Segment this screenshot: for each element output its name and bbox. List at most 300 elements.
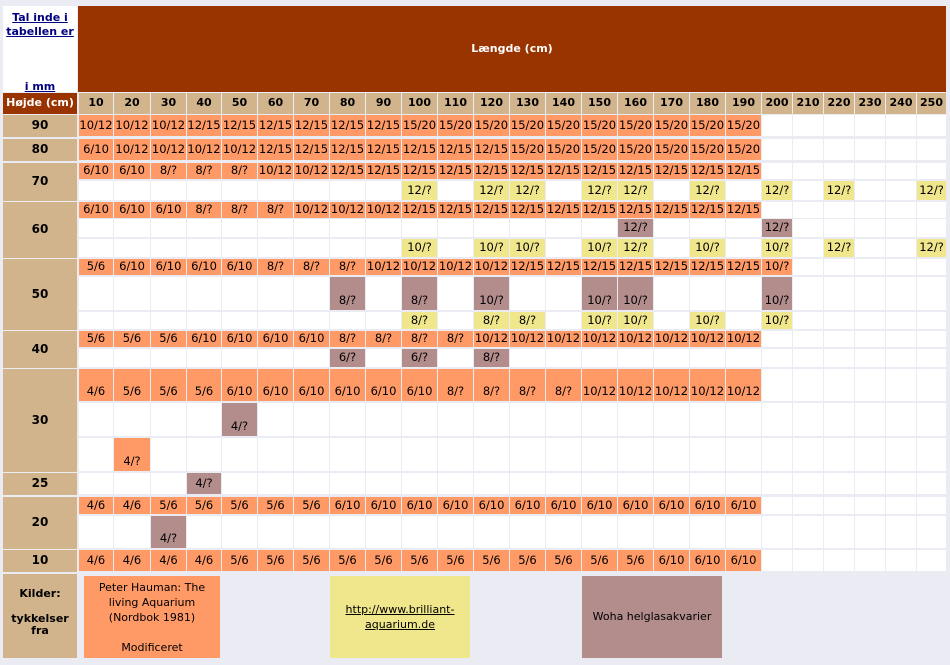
length-header-220: 220	[824, 93, 854, 114]
empty-cell	[762, 331, 792, 347]
length-header-60: 60	[258, 93, 293, 114]
thickness-cell: 10/12	[151, 115, 186, 136]
empty-cell	[294, 181, 329, 200]
empty-cell	[762, 139, 792, 160]
thickness-cell: 10/12	[690, 369, 725, 401]
empty-cell	[618, 438, 653, 471]
empty-cell	[114, 349, 150, 367]
empty-cell	[474, 438, 509, 471]
empty-cell	[151, 277, 186, 310]
thickness-cell: 12/15	[546, 259, 581, 274]
thickness-cell: 12/?	[510, 181, 545, 200]
thickness-cell: 10/12	[294, 163, 329, 178]
thickness-cell: 12/?	[917, 181, 946, 200]
empty-cell	[151, 181, 186, 200]
empty-cell	[917, 438, 946, 471]
thickness-cell: 5/6	[330, 550, 365, 571]
thickness-cell: 6/10	[294, 331, 329, 347]
length-header-20: 20	[114, 93, 150, 114]
empty-cell	[917, 550, 946, 571]
empty-cell	[438, 438, 473, 471]
thickness-cell: 8/?	[402, 277, 437, 310]
empty-cell	[258, 219, 293, 237]
empty-cell	[258, 473, 293, 494]
corner-unit-link[interactable]: i mm	[24, 80, 56, 92]
thickness-cell: 4/?	[222, 403, 257, 436]
thickness-cell: 4/?	[151, 516, 186, 548]
empty-cell	[855, 202, 885, 218]
thickness-cell: 15/20	[510, 115, 545, 136]
empty-cell	[855, 331, 885, 347]
thickness-cell: 6/10	[187, 331, 221, 347]
length-header-130: 130	[510, 93, 545, 114]
height-label-50: 50	[3, 259, 77, 330]
thickness-cell: 15/20	[474, 115, 509, 136]
empty-cell	[546, 181, 581, 200]
thickness-cell: 10/12	[474, 259, 509, 274]
thickness-cell: 8/?	[330, 277, 365, 310]
empty-cell	[726, 516, 761, 548]
corner-link-cell	[3, 6, 77, 92]
thickness-cell: 12/15	[726, 259, 761, 274]
empty-cell	[402, 219, 437, 237]
empty-cell	[438, 312, 473, 329]
thickness-cell: 6/10	[726, 550, 761, 571]
thickness-cell: 6/10	[114, 259, 150, 275]
thickness-cell: 12/15	[294, 115, 329, 136]
empty-cell	[438, 403, 473, 436]
empty-cell	[222, 473, 257, 494]
thickness-cell: 10/?	[762, 259, 792, 275]
empty-cell	[222, 277, 257, 310]
empty-cell	[690, 403, 725, 436]
source-brilliant-link[interactable]: http://www.brilliant-aquarium.de	[345, 603, 455, 631]
empty-cell	[917, 163, 946, 179]
empty-cell	[294, 312, 329, 329]
height-label-70: 70	[3, 163, 77, 201]
empty-cell	[618, 403, 653, 436]
empty-cell	[366, 349, 401, 367]
empty-cell	[258, 277, 293, 310]
thickness-cell: 15/20	[654, 115, 689, 136]
empty-cell	[855, 239, 885, 257]
empty-cell	[366, 473, 401, 494]
empty-cell	[79, 312, 113, 329]
thickness-cell: 12/15	[366, 139, 401, 160]
thickness-cell: 6/10	[151, 202, 186, 218]
empty-cell	[917, 115, 946, 136]
empty-cell	[330, 473, 365, 494]
thickness-cell: 6/10	[366, 497, 401, 514]
thickness-cell: 12/15	[546, 163, 581, 178]
thickness-cell: 6/10	[222, 369, 257, 401]
empty-cell	[546, 516, 581, 548]
thickness-cell: 12/?	[824, 239, 854, 257]
empty-cell	[824, 497, 854, 514]
thickness-cell: 6/10	[114, 163, 150, 179]
thickness-cell: 12/15	[366, 115, 401, 136]
thickness-cell: 5/6	[294, 497, 329, 514]
empty-cell	[855, 115, 885, 136]
empty-cell	[793, 497, 823, 514]
thickness-cell: 12/?	[618, 219, 653, 237]
empty-cell	[855, 403, 885, 436]
thickness-cell: 12/15	[187, 115, 221, 136]
thickness-cell: 12/?	[618, 181, 653, 200]
empty-cell	[886, 239, 916, 257]
length-header-160: 160	[618, 93, 653, 114]
empty-cell	[886, 550, 916, 571]
empty-cell	[793, 516, 823, 548]
length-header-70: 70	[294, 93, 329, 114]
thickness-cell: 5/6	[618, 550, 653, 571]
thickness-cell: 6/10	[222, 331, 257, 347]
thickness-cell: 8/?	[402, 312, 437, 329]
thickness-cell: 5/6	[366, 550, 401, 571]
empty-cell	[824, 312, 854, 329]
empty-cell	[654, 312, 689, 329]
thickness-cell: 12/15	[438, 139, 473, 160]
empty-cell	[824, 403, 854, 436]
empty-cell	[546, 403, 581, 436]
thickness-cell: 5/6	[151, 369, 186, 401]
empty-cell	[726, 473, 761, 494]
thickness-cell: 15/20	[546, 115, 581, 136]
empty-cell	[917, 403, 946, 436]
thickness-cell: 12/15	[726, 163, 761, 178]
empty-cell	[187, 239, 221, 257]
empty-cell	[258, 516, 293, 548]
height-header-label: Højde (cm)	[6, 96, 74, 110]
thickness-cell: 12/15	[618, 202, 653, 217]
empty-cell	[546, 349, 581, 367]
length-header-30: 30	[151, 93, 186, 114]
thickness-cell: 10/12	[654, 331, 689, 346]
empty-cell	[79, 277, 113, 310]
thickness-cell: 10/12	[330, 202, 365, 217]
empty-cell	[824, 516, 854, 548]
empty-cell	[793, 181, 823, 200]
height-header	[3, 93, 77, 114]
thickness-cell: 6/10	[151, 259, 186, 275]
empty-cell	[151, 312, 186, 329]
empty-cell	[438, 181, 473, 200]
thickness-cell: 8/?	[258, 259, 293, 275]
thickness-cell: 5/6	[582, 550, 617, 571]
empty-cell	[886, 139, 916, 160]
empty-cell	[726, 349, 761, 367]
thickness-cell: 6/10	[690, 550, 725, 571]
thickness-cell: 15/20	[726, 115, 761, 136]
empty-cell	[654, 516, 689, 548]
empty-cell	[294, 473, 329, 494]
empty-cell	[824, 369, 854, 401]
thickness-cell: 15/20	[618, 115, 653, 136]
thickness-cell: 8/?	[366, 331, 401, 347]
empty-cell	[824, 438, 854, 471]
empty-cell	[886, 312, 916, 329]
empty-cell	[762, 115, 792, 136]
empty-cell	[330, 312, 365, 329]
thickness-cell: 10/12	[690, 331, 725, 346]
thickness-cell: 8/?	[330, 331, 365, 347]
sources-label-cell	[3, 574, 77, 658]
empty-cell	[510, 438, 545, 471]
empty-cell	[793, 369, 823, 401]
thickness-cell: 6/10	[258, 369, 293, 401]
empty-cell	[366, 312, 401, 329]
empty-cell	[79, 181, 113, 200]
empty-cell	[438, 277, 473, 310]
thickness-cell: 6/10	[79, 202, 113, 218]
empty-cell	[793, 202, 823, 218]
empty-cell	[824, 219, 854, 237]
empty-cell	[917, 259, 946, 275]
empty-cell	[824, 277, 854, 310]
thickness-cell: 10/?	[510, 239, 545, 257]
thickness-cell: 12/15	[438, 163, 473, 178]
empty-cell	[618, 349, 653, 367]
empty-cell	[187, 181, 221, 200]
empty-cell	[855, 550, 885, 571]
empty-cell	[474, 403, 509, 436]
empty-cell	[726, 277, 761, 310]
thickness-cell: 5/6	[114, 331, 150, 347]
empty-cell	[294, 239, 329, 257]
empty-cell	[654, 239, 689, 257]
empty-cell	[474, 516, 509, 548]
empty-cell	[438, 473, 473, 494]
empty-cell	[855, 516, 885, 548]
thickness-cell: 15/20	[438, 115, 473, 136]
empty-cell	[438, 239, 473, 257]
thickness-cell: 5/6	[474, 550, 509, 571]
empty-cell	[151, 438, 186, 471]
length-header-230: 230	[855, 93, 885, 114]
height-label-80: 80	[3, 139, 77, 161]
thickness-cell: 12/?	[917, 239, 946, 257]
length-header-140: 140	[546, 93, 581, 114]
empty-cell	[187, 277, 221, 310]
length-header-label: Længde (cm)	[471, 41, 553, 55]
thickness-cell: 10/12	[366, 259, 401, 274]
empty-cell	[855, 163, 885, 179]
empty-cell	[793, 349, 823, 367]
thickness-cell: 5/6	[222, 550, 257, 571]
thickness-cell: 6/10	[330, 497, 365, 514]
empty-cell	[258, 438, 293, 471]
height-label-60: 60	[3, 202, 77, 258]
thickness-cell: 10/12	[151, 139, 186, 160]
height-label-40: 40	[3, 331, 77, 368]
empty-cell	[855, 349, 885, 367]
thickness-cell: 10/?	[582, 277, 617, 310]
source-brilliant	[330, 576, 470, 658]
empty-cell	[187, 312, 221, 329]
empty-cell	[886, 163, 916, 179]
thickness-cell: 6/10	[654, 550, 689, 571]
source-woha-text: Woha helglasakvarier	[592, 609, 712, 623]
thickness-cell: 10/?	[582, 239, 617, 257]
thickness-cell: 10/12	[510, 331, 545, 346]
empty-cell	[294, 219, 329, 237]
empty-cell	[366, 403, 401, 436]
thickness-cell: 8/?	[474, 349, 509, 367]
empty-cell	[114, 219, 150, 237]
empty-cell	[151, 473, 186, 494]
empty-cell	[546, 438, 581, 471]
empty-cell	[824, 550, 854, 571]
empty-cell	[917, 202, 946, 218]
empty-cell	[79, 438, 113, 471]
empty-cell	[79, 403, 113, 436]
thickness-cell: 6/?	[330, 349, 365, 367]
empty-cell	[917, 331, 946, 347]
thickness-cell: 8/?	[151, 163, 186, 179]
empty-cell	[330, 438, 365, 471]
empty-cell	[726, 181, 761, 200]
thickness-cell: 10/?	[474, 239, 509, 257]
empty-cell	[258, 239, 293, 257]
thickness-cell: 5/6	[510, 550, 545, 571]
thickness-cell: 5/6	[258, 550, 293, 571]
length-header-150: 150	[582, 93, 617, 114]
thickness-cell: 10/12	[474, 331, 509, 346]
thickness-cell: 15/20	[654, 139, 689, 160]
thickness-cell: 8/?	[222, 163, 257, 179]
height-label-30: 30	[3, 369, 77, 472]
thickness-cell: 6/10	[187, 259, 221, 275]
empty-cell	[546, 277, 581, 310]
thickness-cell: 10/12	[618, 369, 653, 401]
empty-cell	[886, 403, 916, 436]
empty-cell	[793, 115, 823, 136]
empty-cell	[618, 473, 653, 494]
empty-cell	[79, 516, 113, 548]
thickness-cell: 8/?	[474, 369, 509, 401]
thickness-cell: 10/?	[690, 312, 725, 329]
empty-cell	[438, 516, 473, 548]
empty-cell	[114, 312, 150, 329]
empty-cell	[917, 473, 946, 494]
height-label-20: 20	[3, 497, 77, 549]
thickness-cell: 12/?	[824, 181, 854, 200]
thickness-cell: 10/12	[618, 331, 653, 346]
empty-cell	[582, 349, 617, 367]
empty-cell	[187, 349, 221, 367]
thickness-cell: 12/15	[474, 202, 509, 217]
empty-cell	[793, 312, 823, 329]
empty-cell	[793, 473, 823, 494]
thickness-cell: 15/20	[402, 115, 437, 136]
empty-cell	[726, 403, 761, 436]
empty-cell	[824, 115, 854, 136]
thickness-cell: 4/6	[79, 369, 113, 401]
thickness-cell: 12/15	[582, 259, 617, 274]
empty-cell	[402, 403, 437, 436]
empty-cell	[824, 202, 854, 218]
thickness-cell: 5/6	[546, 550, 581, 571]
empty-cell	[546, 312, 581, 329]
length-header-210: 210	[793, 93, 823, 114]
empty-cell	[726, 219, 761, 237]
thickness-cell: 6/10	[654, 497, 689, 514]
empty-cell	[824, 349, 854, 367]
empty-cell	[79, 473, 113, 494]
thickness-cell: 15/20	[690, 139, 725, 160]
thickness-cell: 12/15	[366, 163, 401, 178]
thickness-cell: 8/?	[187, 202, 221, 218]
empty-cell	[855, 497, 885, 514]
empty-cell	[917, 219, 946, 237]
thickness-cell: 12/15	[330, 115, 365, 136]
thickness-cell: 4/6	[79, 497, 113, 514]
thickness-cell: 10/12	[726, 331, 761, 346]
empty-cell	[114, 239, 150, 257]
thickness-cell: 10/12	[726, 369, 761, 401]
corner-note-link[interactable]: Tal inde i tabellen er	[6, 11, 74, 38]
empty-cell	[366, 239, 401, 257]
sources-label-sub: tykkelser fra	[11, 611, 69, 638]
empty-cell	[151, 403, 186, 436]
thickness-cell: 6/10	[366, 369, 401, 401]
empty-cell	[79, 239, 113, 257]
empty-cell	[917, 277, 946, 310]
thickness-cell: 10/12	[546, 331, 581, 346]
thickness-cell: 6/10	[258, 331, 293, 347]
thickness-cell: 6/10	[402, 369, 437, 401]
thickness-cell: 15/20	[582, 115, 617, 136]
empty-cell	[366, 438, 401, 471]
length-header-80: 80	[330, 93, 365, 114]
empty-cell	[793, 163, 823, 179]
empty-cell	[222, 181, 257, 200]
empty-cell	[582, 473, 617, 494]
thickness-cell: 6/10	[510, 497, 545, 514]
thickness-cell: 6/10	[726, 497, 761, 514]
empty-cell	[114, 516, 150, 548]
empty-cell	[762, 550, 792, 571]
thickness-cell: 10/?	[618, 312, 653, 329]
thickness-cell: 12/15	[726, 202, 761, 217]
thickness-cell: 6/10	[222, 259, 257, 275]
empty-cell	[762, 403, 792, 436]
thickness-cell: 12/15	[690, 163, 725, 178]
thickness-cell: 12/15	[294, 139, 329, 160]
empty-cell	[654, 277, 689, 310]
thickness-cell: 5/6	[187, 497, 221, 514]
empty-cell	[366, 516, 401, 548]
thickness-cell: 10/?	[474, 277, 509, 310]
empty-cell	[855, 219, 885, 237]
empty-cell	[793, 239, 823, 257]
empty-cell	[886, 331, 916, 347]
empty-cell	[79, 219, 113, 237]
length-header	[78, 6, 946, 92]
empty-cell	[330, 219, 365, 237]
empty-cell	[855, 312, 885, 329]
thickness-cell: 10/12	[402, 259, 437, 274]
thickness-cell: 6/?	[402, 349, 437, 367]
thickness-cell: 12/?	[618, 239, 653, 257]
thickness-cell: 6/10	[582, 497, 617, 514]
empty-cell	[366, 277, 401, 310]
empty-cell	[114, 473, 150, 494]
thickness-cell: 5/6	[151, 497, 186, 514]
thickness-cell: 12/15	[258, 115, 293, 136]
thickness-cell: 12/15	[474, 163, 509, 178]
empty-cell	[258, 312, 293, 329]
